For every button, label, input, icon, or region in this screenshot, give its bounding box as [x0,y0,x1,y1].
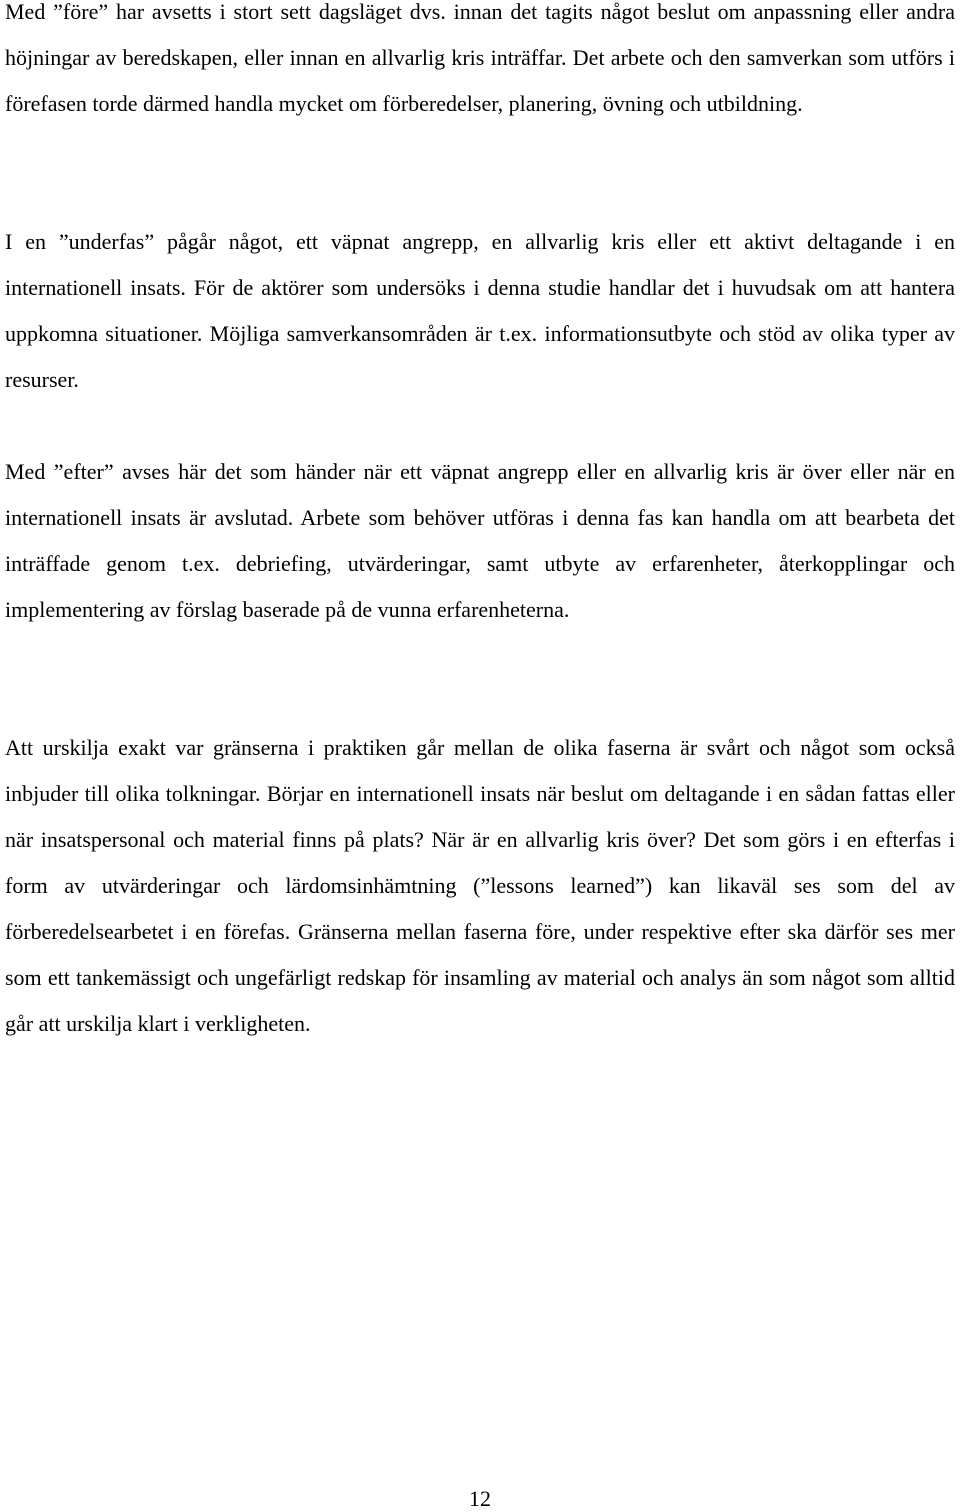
paragraph-phase-boundaries: Att urskilja exakt var gränserna i praktiken går mellan de olika faserna är svårt och något som också inbjuder till olika tolkningar. Börjar en internationell insats när beslut om deltagande i en sådan fattas eller när insatspersonal och material finns på plats? När är en allvarlig kris över? Det som görs i en efterfas i form av utvärderingar och lärdomsinhämtning (”lessons learned”) kan likaväl ses som del av förberedelsearbetet i en förefas. Gränserna mellan faserna före, under respektive efter ska därför ses mer som ett tankemässigt och ungefärligt redskap för insamling av material och analys än som något som alltid går att urskilja klart i verkligheten. [5,735,955,1036]
paragraph-before-phase: Med ”före” har avsetts i stort sett dagsläget dvs. innan det tagits något beslut om anpassning eller andra höjningar av beredskapen, eller innan en allvarlig kris inträffar. Det arbete och den samverkan som utförs i förefasen torde därmed handla mycket om förberedelser, planering, övning och utbildning. [5,0,955,116]
paragraph-during-phase: I en ”underfas” pågår något, ett väpnat angrepp, en allvarlig kris eller ett aktivt deltagande i en internationell insats. För de aktörer som undersöks i denna studie handlar det i huvudsak om att hantera uppkomna situationer. Möjliga samverkansområden är t.ex. informationsutbyte och stöd av olika typer av resurser. [5,229,955,392]
paragraph-after-phase: Med ”efter” avses här det som händer när ett väpnat angrepp eller en allvarlig kris är över eller när en internationell insats är avslutad. Arbete som behöver utföras i denna fas kan handla om att bearbeta det inträffade genom t.ex. debriefing, utvärderingar, samt utbyte av erfarenheter, återkopplingar och implementering av förslag baserade på de vunna erfarenheterna. [5,459,955,622]
page-number: 12 [469,1486,491,1511]
